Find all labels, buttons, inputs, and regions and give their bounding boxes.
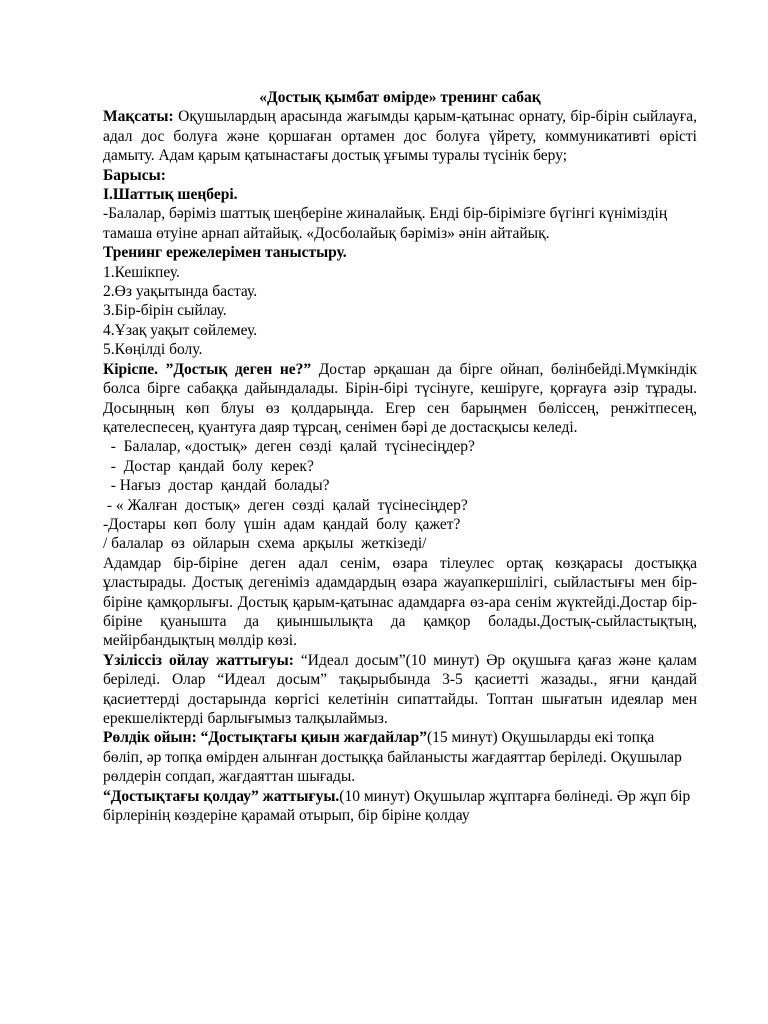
rule-item: 4.Ұзақ уақыт сөйлемеу. bbox=[103, 321, 258, 339]
exercise3-paragraph bbox=[103, 787, 697, 826]
rule-item: 1.Кешікпеу. bbox=[103, 263, 180, 281]
intro-paragraph bbox=[103, 360, 697, 438]
rule-item: 2.Өз уақытында бастау. bbox=[103, 283, 258, 301]
goal-paragraph bbox=[103, 107, 697, 165]
goal-text: Оқушылардың арасында жағымды қарым-қатынас орнату, бір-бірін сыйлауға, адал дос болуға және қоршаған ортамен дос болуға үйрету, коммуникативті өрісті дамыту. Адам қарым қатынастағы достық ұғымы туралы түсінік беру; bbox=[103, 108, 697, 165]
rules-heading bbox=[103, 243, 697, 262]
section1-text: -Балалар, бәріміз шаттық шеңберіне жиналайық. Енді бір-бірімізге бүгінгі күніміздің тамаша өтуіне арнап айтайық. «Досболайық бәріміз» әнін айтайық. bbox=[103, 205, 668, 242]
rule-item: 3.Бір-бірін сыйлау. bbox=[103, 302, 227, 320]
question-item: - « Жалған достық» деген сөзді қалай түсінесіңдер? bbox=[103, 496, 468, 514]
section1-heading bbox=[103, 185, 697, 204]
question-item: -Достары көп болу үшін адам қандай болу қажет? bbox=[103, 515, 461, 533]
question-item: / балалар өз ойларын схема арқылы жеткізеді/ bbox=[103, 535, 427, 553]
people-paragraph: Адамдар бір-біріне деген адал сенім, өзара тілеулес ортақ көзқарасы достыққа ұластырады. Достық дегеніміз адамдардың өзара жауапкершілігі, сыйластығы мен бір-біріне қамқорлығы. Достық қарым-қатынас адамдарға өз-ара сенім жүктейді.Достар бір-біріне қуанышта да қиыншылықта да қамқор болады.Достық-сыйластықтың, мейірбандықтың мөлдір көзі. bbox=[103, 554, 697, 650]
exercise3-label: “Достықтағы қолдау” жаттығуы. bbox=[103, 787, 340, 805]
progress-heading-text: Барысы: bbox=[103, 166, 166, 184]
exercise3-text: (10 минут) Оқушылар жұптарға бөлінеді. Әр жұп бір бірлерінің көздеріне қарамай отырып, бір біріне қолдау bbox=[103, 787, 691, 825]
exercise2-label: Рөлдік ойын: “Достықтағы қиын жағдайлар” bbox=[103, 729, 428, 747]
document-title: «Достық қымбат өмірде» тренинг сабақ bbox=[259, 89, 541, 106]
goal-label: Мақсаты: bbox=[103, 108, 174, 126]
question-item: - Балалар, «достық» деген сөзді қалай түсінесіңдер? bbox=[103, 438, 475, 456]
exercise1-label: Үзіліссіз ойлау жаттығуы: bbox=[103, 651, 294, 669]
exercise1-paragraph bbox=[103, 651, 697, 729]
exercise1-text: “Идеал досым”(10 минут) Әр оқушыға қағаз және қалам беріледі. Олар “Идеал досым” тақырыбында 3-5 қасиетті жазады., яғни қандай қасиеттерді достарында көргісі келетінін сипаттайды. Топтан шығатын идеялар мен ерекшеліктерді барлығымыз талқылаймыз. bbox=[103, 651, 697, 727]
question-item: - Нағыз достар қандай болады? bbox=[103, 477, 330, 495]
rules-heading-text: Тренинг ережелерімен таныстыру. bbox=[103, 244, 347, 262]
intro-text: Достар әрқашан да бірге ойнап, бөлінбейді.Мүмкіндік болса бірге сабаққа дайындалады. Бірін-бірі түсінуге, кешіруге, қорғауға әзір тұрады. Досыңның көп блуы өз қолдарыңда. Егер сен барыңмен бөліссең, ренжітпесең, қателеспесең, қуантуға даяр тұрсаң, сенімен бәрі де достасқысы келеді. bbox=[103, 360, 697, 436]
progress-heading bbox=[103, 166, 697, 185]
exercise2-text: (15 минут) Оқушыларды екі топқа бөліп, әр топқа өмірден алынған достыққа байланысты жағдаяттар беріледі. Оқушылар рөлдерін сопдап, жағдаяттан шығады. bbox=[103, 729, 682, 786]
exercise2-paragraph bbox=[103, 728, 697, 786]
document-page bbox=[103, 88, 697, 825]
question-item: - Достар қандай болу керек? bbox=[103, 457, 314, 475]
rule-item: 5.Көңілді болу. bbox=[103, 341, 203, 359]
section1-heading-text: I.Шаттық шеңбері. bbox=[103, 186, 238, 204]
intro-label: Кіріспе. ”Достық деген не?” bbox=[103, 360, 312, 378]
